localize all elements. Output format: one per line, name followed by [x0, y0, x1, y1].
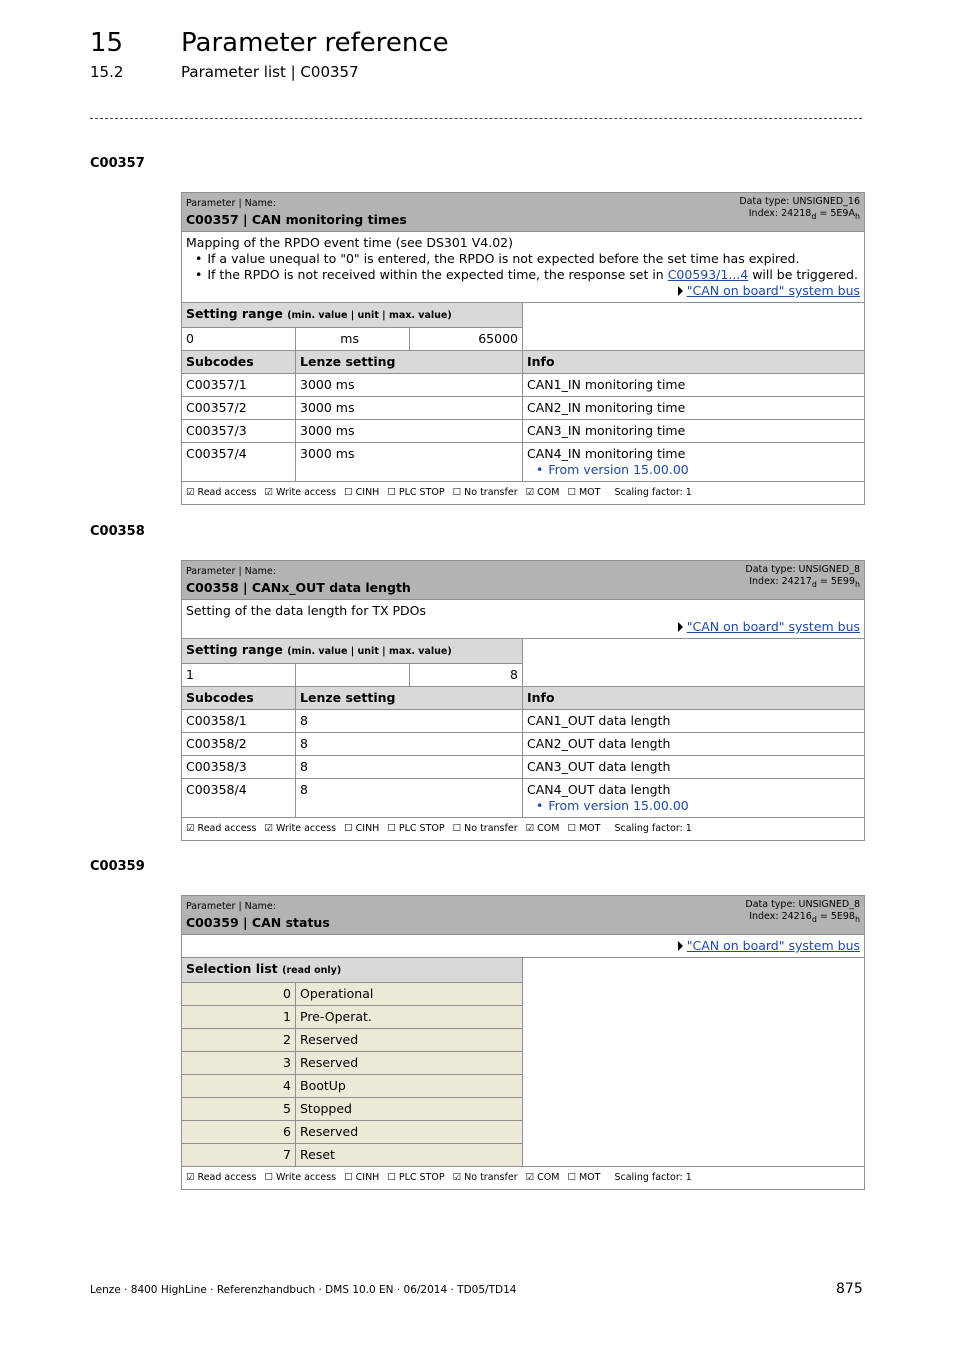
- empty-cell: [523, 639, 865, 687]
- access-flags: ☑ Read access ☑ Write access ☐ CINH ☐ PLC STOP ☐ No transfer ☑ COM ☐ MOT Scaling factor: 1: [182, 818, 865, 841]
- data-type: Data type: UNSIGNED_16: [739, 196, 860, 207]
- access-flags: ☑ Read access ☐ Write access ☐ CINH ☐ PLC STOP ☑ No transfer ☑ COM ☐ MOT Scaling factor: 1: [182, 1167, 865, 1190]
- param-index: Index: $24217_d = 5E99_h$: [749, 576, 861, 589]
- table-row: C00358/1 8 CAN1_OUT data length: [182, 710, 865, 733]
- range-unit: ms: [296, 328, 410, 351]
- param-heading-c00359: C00359: [90, 859, 145, 874]
- table-row: C00357/4 3000 ms CAN4_IN monitoring time • From version 15.00.00: [182, 443, 865, 482]
- data-type: Data type: UNSIGNED_8: [745, 899, 860, 910]
- param-index: Index: $24216_d = 5E98_h$: [749, 911, 860, 924]
- subcodes-header: Subcodes Lenze setting Info: [182, 351, 865, 374]
- version-note: • From version 15.00.00: [547, 462, 860, 478]
- subcodes-header: Subcodes Lenze setting Info: [182, 687, 865, 710]
- param-description: [182, 935, 865, 958]
- param-name: C00358 | CANx_OUT data length: [186, 580, 411, 595]
- table-row: C00358/3 8 CAN3_OUT data length: [182, 756, 865, 779]
- param-heading-c00357: C00357: [90, 156, 145, 171]
- empty-cell: [523, 958, 865, 1167]
- page-footer: Lenze · 8400 HighLine · Referenzhandbuch · DMS 10.0 EN · 06/2014 · TD05/TD14: [90, 1284, 517, 1296]
- setting-range-header: Setting range (min. value | unit | max. value): [182, 303, 523, 328]
- table-row: C00358/2 8 CAN2_OUT data length: [182, 733, 865, 756]
- range-max: 8: [410, 664, 523, 687]
- c00593-link[interactable]: C00593/1...4: [667, 267, 749, 282]
- list-item: 3 Reserved: [182, 1052, 865, 1075]
- range-max: 65000: [410, 328, 523, 351]
- table-row: C00357/2 3000 ms CAN2_IN monitoring time: [182, 397, 865, 420]
- param-name-label: Parameter | Name:: [186, 901, 276, 912]
- param-header: [182, 896, 865, 935]
- param-description: Mapping of the RPDO event time (see DS301 V4.02) • If a value unequal to "0" is entered, the RPDO is not expected before the set time has expired. • If the RPDO is not received within the expected time, the response set in C00593/1...4 will be triggered. "CAN on board" system bus: [182, 232, 865, 303]
- system-bus-link[interactable]: "CAN on board" system bus: [686, 938, 860, 953]
- range-unit: [296, 664, 410, 687]
- table-row: C00357/3 3000 ms CAN3_IN monitoring time: [182, 420, 865, 443]
- range-min: 0: [182, 328, 296, 351]
- chapter-title: Parameter reference: [181, 28, 449, 58]
- system-bus-link[interactable]: "CAN on board" system bus: [686, 619, 861, 634]
- arrow-right-icon: [678, 941, 683, 951]
- param-table-c00359: [181, 895, 865, 1190]
- param-header: [182, 561, 865, 600]
- list-item: 0 Operational: [182, 983, 865, 1006]
- description-bullet: • If the RPDO is not received within the expected time, the response set in C00593/1...4 will be triggered.: [206, 267, 860, 283]
- param-table-c00358: [181, 560, 865, 841]
- param-heading-c00358: C00358: [90, 524, 145, 539]
- table-row: C00358/4 8 CAN4_OUT data length • From version 15.00.00: [182, 779, 865, 818]
- section-title: Parameter list | C00357: [181, 63, 359, 81]
- param-index: Index: $24218_d = 5E9A_h$: [748, 208, 860, 221]
- selection-list-header: Selection list (read only): [182, 958, 523, 983]
- param-header: [182, 193, 865, 232]
- chapter-number: 15: [90, 28, 124, 58]
- empty-cell: [523, 303, 865, 351]
- access-flags: ☑ Read access ☑ Write access ☐ CINH ☐ PLC STOP ☐ No transfer ☑ COM ☐ MOT Scaling factor: 1: [182, 482, 865, 505]
- table-row: C00357/1 3000 ms CAN1_IN monitoring time: [182, 374, 865, 397]
- system-bus-link[interactable]: "CAN on board" system bus: [686, 283, 860, 298]
- arrow-right-icon: [678, 622, 683, 632]
- param-name-label: Parameter | Name:: [186, 566, 276, 577]
- param-name-label: Parameter | Name:: [186, 198, 276, 209]
- param-description: Setting of the data length for TX PDOs "CAN on board" system bus: [182, 600, 865, 639]
- param-name: C00359 | CAN status: [186, 915, 330, 930]
- range-min: 1: [182, 664, 296, 687]
- header-divider: [90, 118, 862, 119]
- list-item: 1 Pre-Operat.: [182, 1006, 865, 1029]
- description-bullet: • If a value unequal to "0" is entered, the RPDO is not expected before the set time has expired.: [206, 251, 860, 267]
- list-item: 4 BootUp: [182, 1075, 865, 1098]
- param-name: C00357 | CAN monitoring times: [186, 212, 407, 227]
- list-item: 6 Reserved: [182, 1121, 865, 1144]
- setting-range-header: Setting range (min. value | unit | max. value): [182, 639, 523, 664]
- list-item: 7 Reset: [182, 1144, 865, 1167]
- list-item: 5 Stopped: [182, 1098, 865, 1121]
- list-item: 2 Reserved: [182, 1029, 865, 1052]
- data-type: Data type: UNSIGNED_8: [745, 564, 861, 575]
- version-note: • From version 15.00.00: [547, 798, 860, 814]
- param-table-c00357: [181, 192, 865, 505]
- page-number: 875: [836, 1281, 863, 1297]
- arrow-right-icon: [678, 286, 683, 296]
- section-number: 15.2: [90, 63, 124, 81]
